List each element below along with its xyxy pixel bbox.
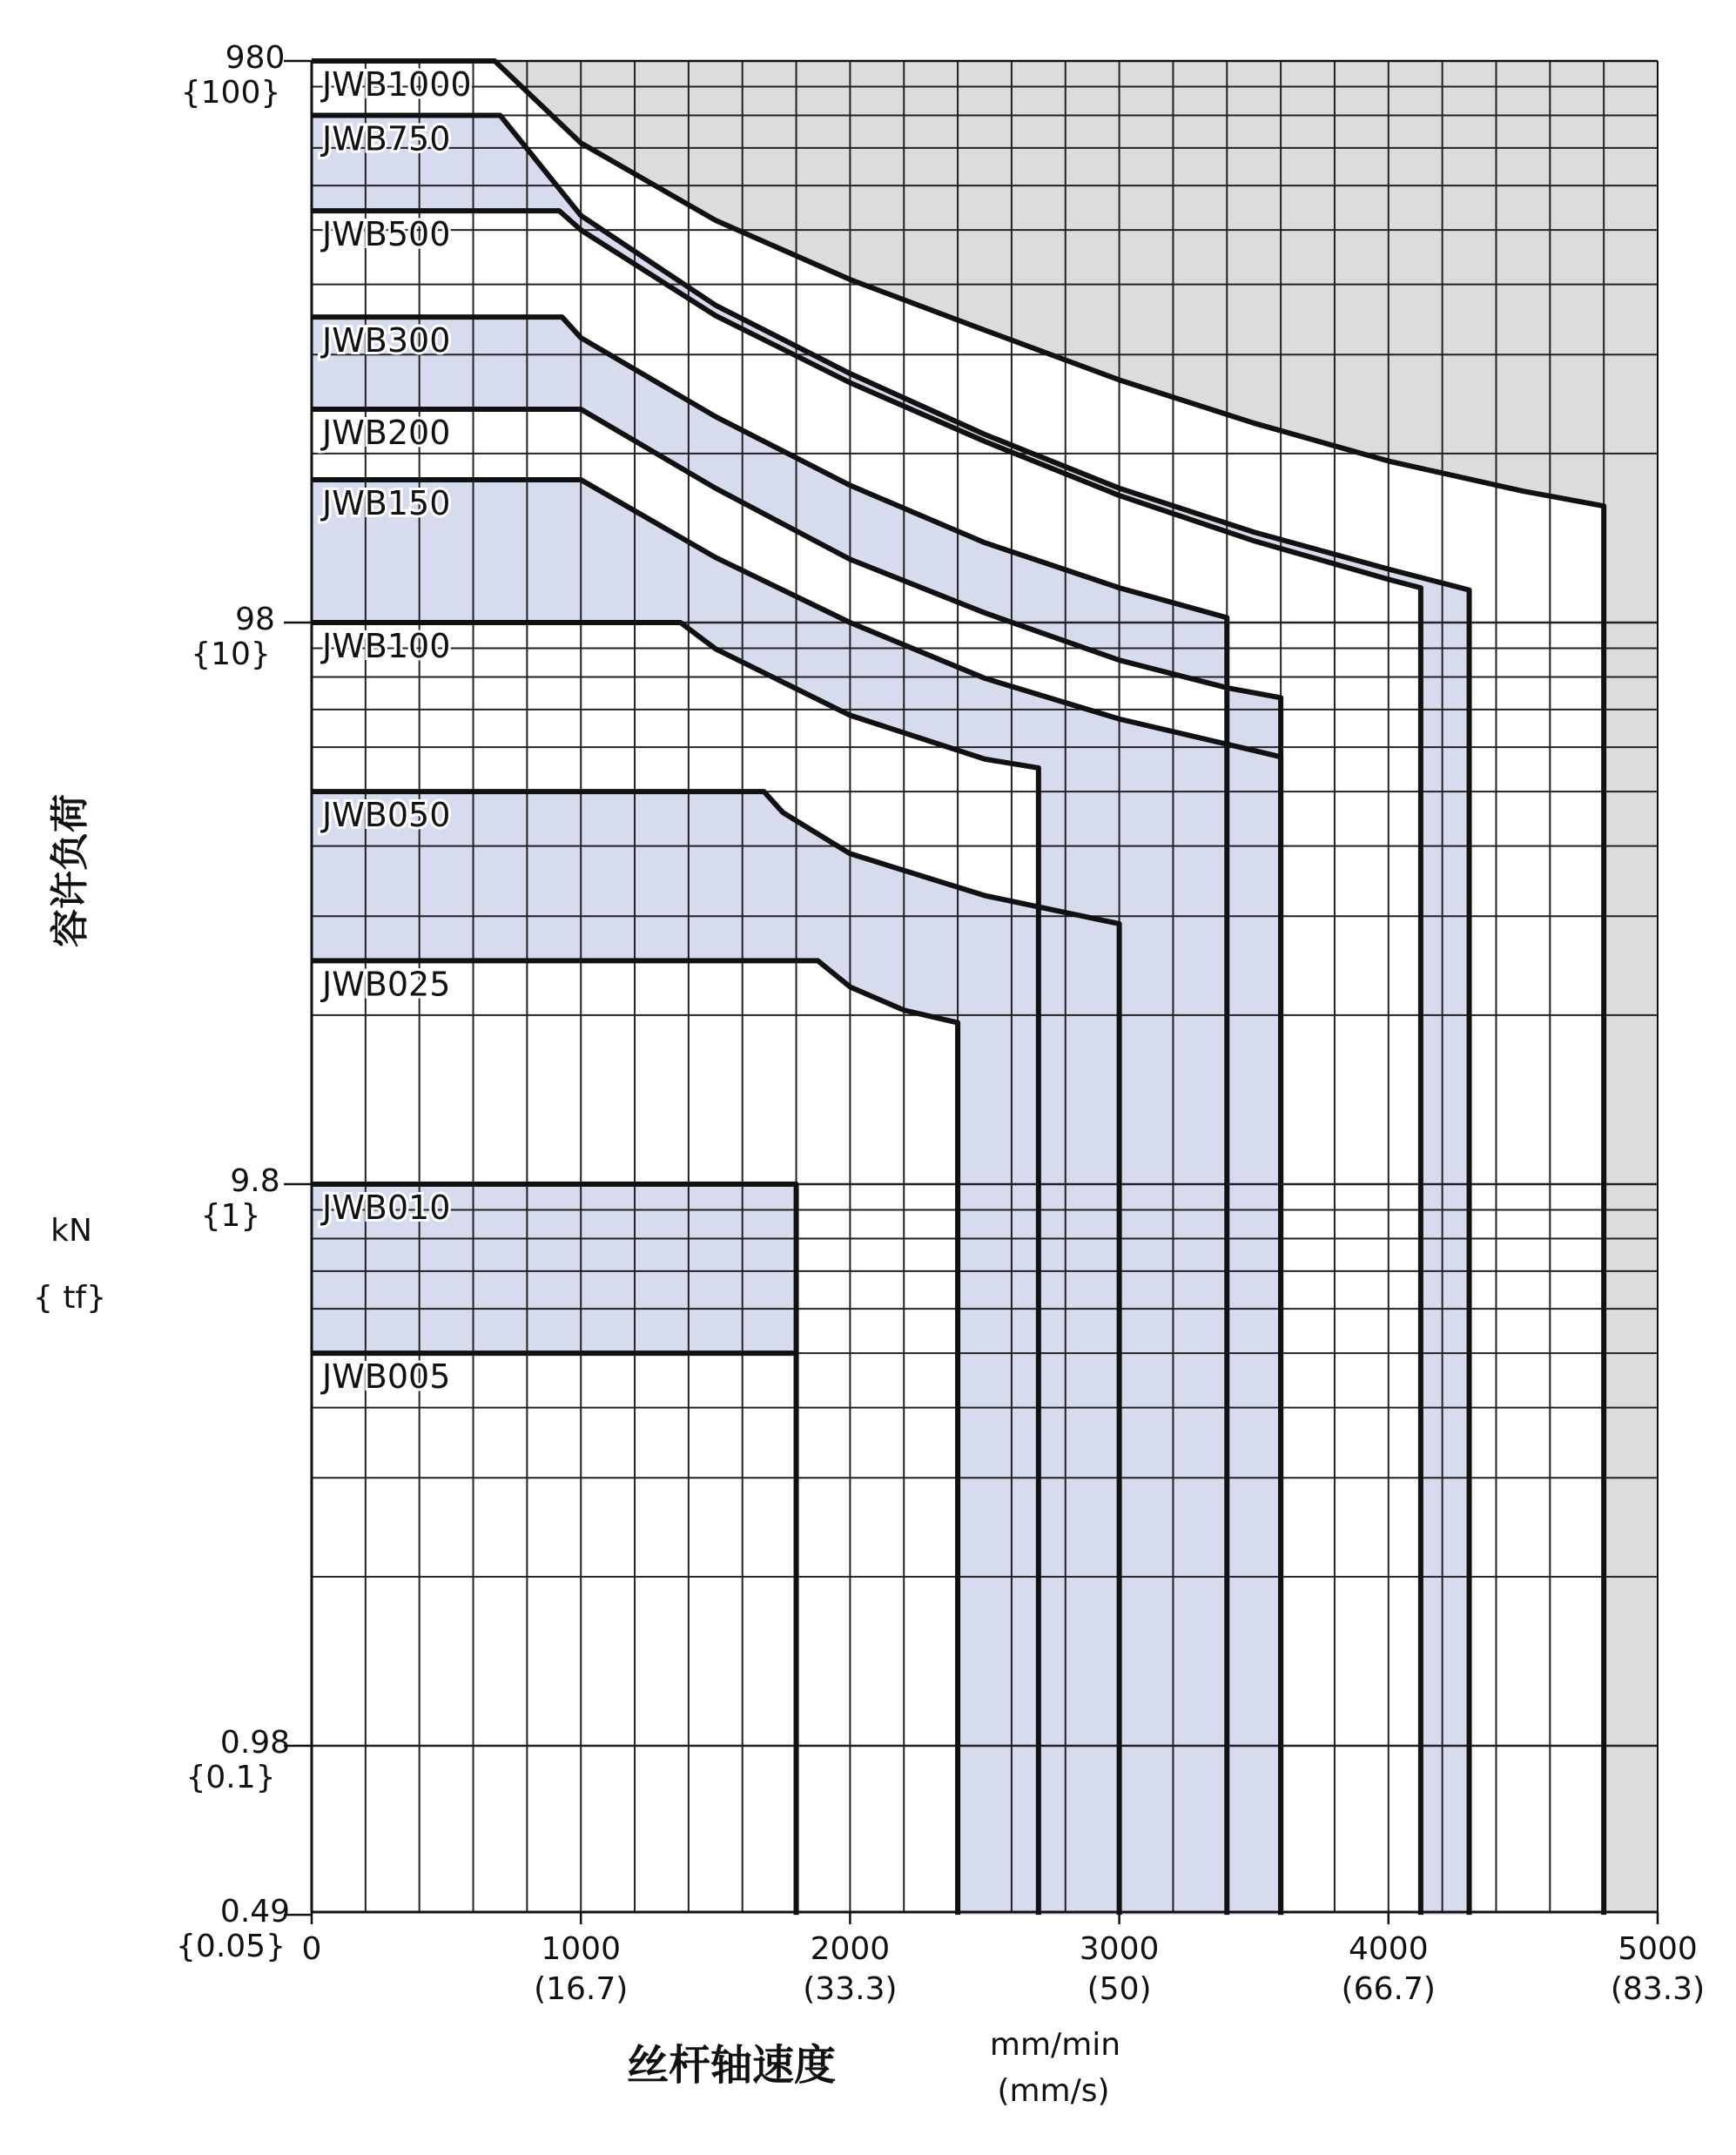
y-tick-label: 0.49	[219, 1894, 291, 1930]
x-tick-label: 2000	[810, 1931, 891, 1967]
series-label-jwb1000: JWB1000	[322, 65, 472, 104]
x-unit-line1: mm/min	[989, 2027, 1121, 2063]
series-label-jwb150: JWB150	[322, 483, 451, 522]
y-tick-sublabel: {0.05}	[176, 1929, 286, 1965]
series-label-jwb500: JWB500	[322, 215, 451, 254]
y-unit-line2: { tf}	[32, 1280, 107, 1316]
y-tick-label: 9.8	[230, 1163, 280, 1199]
x-tick-label: 4000	[1348, 1931, 1429, 1967]
y-tick-label: 980	[225, 40, 286, 76]
x-tick-sublabel: (16.7)	[534, 1971, 629, 2007]
series-label-jwb010: JWB010	[322, 1189, 451, 1227]
x-tick-sublabel: (66.7)	[1341, 1971, 1436, 2007]
series-label-jwb050: JWB050	[322, 796, 451, 835]
curve-jwb005	[312, 1353, 797, 1915]
y-tick-label: 98	[235, 602, 275, 637]
x-tick-label: 1000	[541, 1931, 622, 1967]
x-tick-label: 5000	[1618, 1931, 1698, 1967]
x-tick-label: 3000	[1079, 1931, 1160, 1967]
series-label-jwb025: JWB025	[322, 965, 451, 1004]
series-label-jwb100: JWB100	[322, 627, 451, 665]
y-tick-sublabel: {100}	[180, 75, 281, 111]
series-labels	[320, 65, 472, 1396]
x-axis-title: 丝杆轴速度	[626, 2041, 837, 2090]
x-tick-sublabel: (50)	[1087, 1971, 1152, 2007]
x-tick-sublabel: (83.3)	[1610, 1971, 1706, 2007]
x-tick-label: 0	[301, 1931, 322, 1967]
y-unit-line1: kN	[50, 1213, 92, 1249]
y-tick-label: 0.98	[219, 1725, 291, 1761]
x-unit-line2: (mm/s)	[997, 2073, 1110, 2109]
series-label-jwb750: JWB750	[322, 119, 451, 158]
y-tick-sublabel: {1}	[200, 1198, 261, 1234]
x-tick-sublabel: (33.3)	[803, 1971, 898, 2007]
y-tick-sublabel: {10}	[191, 636, 271, 672]
shaded-band-jwb010	[312, 1184, 797, 1915]
shaded-regions	[312, 61, 1658, 1915]
series-label-jwb200: JWB200	[322, 414, 451, 453]
y-axis-title: 容许负荷	[48, 794, 92, 947]
y-tick-sublabel: {0.1}	[185, 1760, 276, 1795]
series-label-jwb300: JWB300	[322, 321, 451, 360]
series-label-jwb005: JWB005	[322, 1357, 451, 1397]
